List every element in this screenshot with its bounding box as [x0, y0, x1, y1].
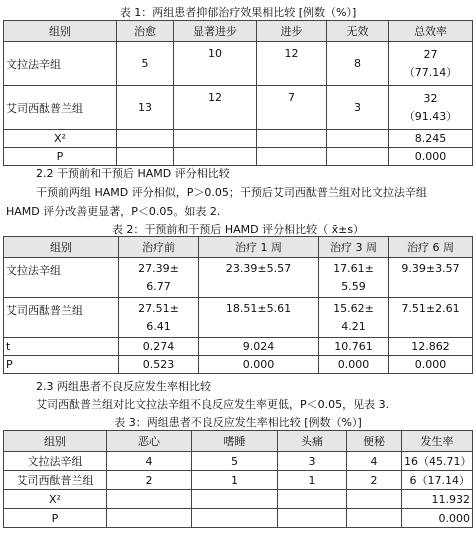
table-row-t	[4, 338, 473, 356]
table-row	[4, 298, 473, 338]
section-2-3-heading: 2.3 两组患者不良反应发生率相比较	[36, 380, 211, 393]
table1-caption: 表 1：两组患者抑郁治疗效果相比较 [例数（%）]	[119, 6, 357, 19]
t-value: 9.024	[199, 338, 319, 356]
chi-value: 11.932	[402, 490, 473, 509]
p-value: 0.000	[199, 356, 319, 374]
cell-value	[119, 258, 199, 298]
group-name: 文拉法辛组	[4, 42, 117, 86]
p-value: 0.000	[389, 356, 473, 374]
cell-total	[389, 86, 473, 130]
table1-header-group: 组别	[4, 21, 117, 42]
total-percent: （91.43）	[403, 109, 458, 123]
table3-header-nausea: 恶心	[107, 431, 192, 452]
table1-header-row	[4, 21, 473, 42]
p-value: 0.523	[119, 356, 199, 374]
table1-header-cured: 治愈	[117, 21, 174, 42]
group-name: 文拉法辛组	[4, 452, 107, 471]
p-label: P	[4, 509, 107, 528]
table-row-p	[4, 148, 473, 166]
table1-header-total: 总效率	[389, 21, 473, 42]
table2-header-group: 组别	[4, 237, 119, 258]
chi-value: 8.245	[389, 130, 473, 148]
section-2-2-heading: 2.2 干预前和干预后 HAMD 评分相比较	[36, 167, 230, 180]
cell-value: 1	[192, 471, 278, 490]
cell-value: 9.39±3.57	[389, 258, 473, 298]
p-label: P	[4, 148, 117, 166]
table3-header-drowsiness: 嗜睡	[192, 431, 278, 452]
cell-line: 27.39±	[138, 261, 179, 275]
cell-value	[319, 258, 389, 298]
cell-value	[319, 298, 389, 338]
total-count: 27	[423, 47, 438, 61]
table-row-p	[4, 356, 473, 374]
table1	[3, 20, 473, 166]
cell-line: 15.62±	[333, 301, 374, 315]
p-value: 0.000	[402, 509, 473, 528]
table3-header-group: 组别	[4, 431, 107, 452]
table-row-p	[4, 509, 473, 528]
table3-header-rate: 发生率	[402, 431, 473, 452]
cell-value: 18.51±5.61	[199, 298, 319, 338]
group-name: 艾司西酞普兰组	[4, 86, 117, 130]
table3	[3, 430, 473, 528]
table-row-chi	[4, 130, 473, 148]
cell-rate: 16（45.71）	[402, 452, 473, 471]
cell-value: 10	[174, 42, 257, 86]
cell-line: 6.77	[146, 279, 171, 293]
cell-value: 13	[117, 86, 174, 130]
table2-header-week1: 治疗 1 周	[199, 237, 319, 258]
cell-line: 6.41	[146, 319, 171, 333]
cell-value: 23.39±5.57	[199, 258, 319, 298]
cell-total	[389, 42, 473, 86]
table2-header-before: 治疗前	[119, 237, 199, 258]
table2-caption: 表 2：干预前和干预后 HAMD 评分相比较（ x̄±s）	[111, 223, 365, 236]
table-row	[4, 258, 473, 298]
table3-header-row	[4, 431, 473, 452]
total-percent: （77.14）	[403, 65, 458, 79]
cell-value: 8	[327, 42, 389, 86]
total-count: 32	[423, 91, 438, 105]
table1-header-marked: 显著进步	[174, 21, 257, 42]
table-row	[4, 471, 473, 490]
cell-value: 1	[278, 471, 347, 490]
group-name: 文拉法辛组	[4, 258, 119, 298]
table3-header-constipation: 便秘	[347, 431, 402, 452]
table-row-chi	[4, 490, 473, 509]
cell-value: 7.51±2.61	[389, 298, 473, 338]
table2	[3, 236, 473, 374]
section-2-3-line1: 艾司西酞普兰组对比文拉法辛组不良反应发生率更低，P＜0.05，见表 3.	[36, 398, 390, 411]
table2-header-week3: 治疗 3 周	[319, 237, 389, 258]
table1-header-invalid: 无效	[327, 21, 389, 42]
table2-header-week6: 治疗 6 周	[389, 237, 473, 258]
cell-value: 12	[174, 86, 257, 130]
cell-value: 3	[278, 452, 347, 471]
t-value: 10.761	[319, 338, 389, 356]
p-label: P	[4, 356, 119, 374]
cell-value: 5	[117, 42, 174, 86]
table3-header-headache: 头痛	[278, 431, 347, 452]
cell-value	[119, 298, 199, 338]
t-value: 12.862	[389, 338, 473, 356]
table1-header-improved: 进步	[257, 21, 327, 42]
section-2-2-line2: HAMD 评分改善更显著，P＜0.05。如表 2.	[6, 205, 221, 218]
group-name: 艾司西酞普兰组	[4, 471, 107, 490]
cell-value: 2	[347, 471, 402, 490]
t-value: 0.274	[119, 338, 199, 356]
chi-label: X²	[4, 130, 117, 148]
cell-line: 4.21	[341, 319, 366, 333]
cell-line: 5.59	[341, 279, 366, 293]
cell-value: 2	[107, 471, 192, 490]
chi-label: X²	[4, 490, 107, 509]
cell-value: 5	[192, 452, 278, 471]
p-value: 0.000	[319, 356, 389, 374]
p-value: 0.000	[389, 148, 473, 166]
cell-value: 12	[257, 42, 327, 86]
table3-caption: 表 3：两组患者不良反应发生率相比较 [例数（%）]	[114, 416, 362, 429]
cell-line: 17.61±	[333, 261, 374, 275]
cell-value: 4	[107, 452, 192, 471]
t-label: t	[4, 338, 119, 356]
section-2-2-line1: 干预前两组 HAMD 评分相似，P＞0.05；干预后艾司西酞普兰组对比文拉法辛组	[36, 186, 427, 199]
cell-value: 4	[347, 452, 402, 471]
cell-value: 3	[327, 86, 389, 130]
table-row	[4, 452, 473, 471]
group-name: 艾司西酞普兰组	[4, 298, 119, 338]
cell-line: 27.51±	[138, 301, 179, 315]
table-row	[4, 86, 473, 130]
table-row	[4, 42, 473, 86]
cell-rate: 6（17.14）	[402, 471, 473, 490]
table2-header-row	[4, 237, 473, 258]
cell-value: 7	[257, 86, 327, 130]
